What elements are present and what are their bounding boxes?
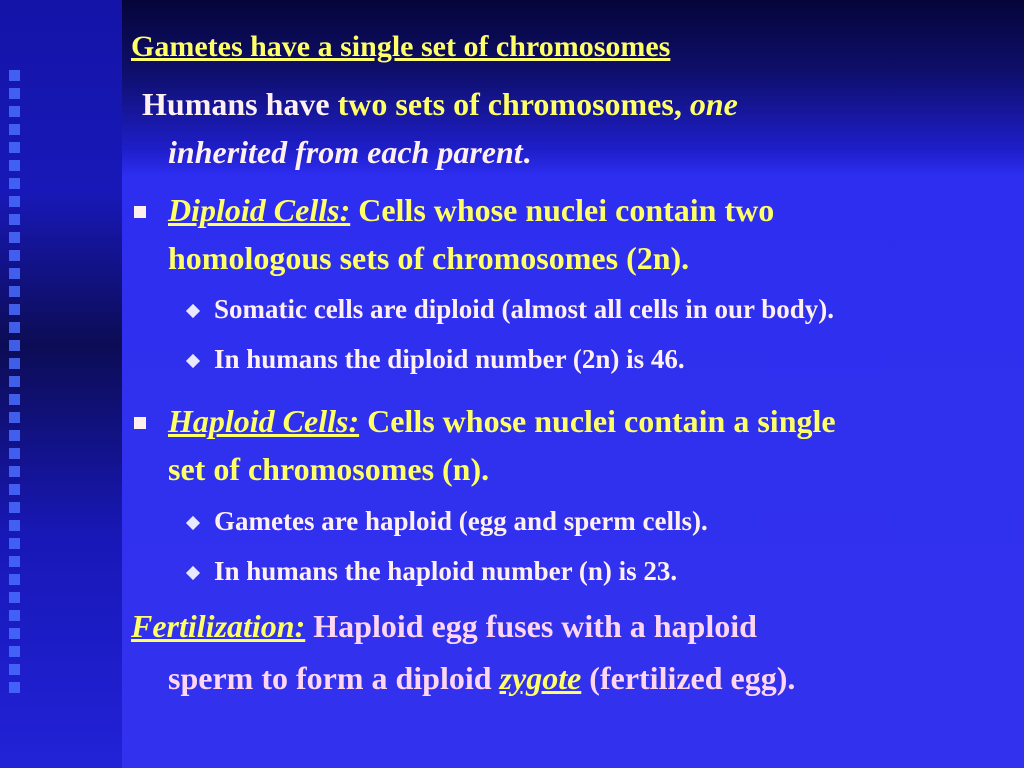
diamond-bullet-icon [186, 566, 200, 580]
zygote-term: zygote [499, 660, 582, 696]
intro-text-3: one [689, 86, 738, 122]
fertilization-line-1 [131, 608, 757, 645]
fertilization-line-2 [168, 660, 795, 697]
intro-text-1: Humans have [142, 86, 338, 122]
diploid-def-2: homologous sets of chromosomes (2n). [168, 240, 690, 276]
haploid-sub-1: Gametes are haploid (egg and sperm cells). [214, 506, 708, 536]
diamond-bullet-icon [186, 304, 200, 318]
intro-text-2: two sets of chromosomes, [337, 86, 690, 122]
haploid-term: Haploid Cells: [168, 403, 360, 439]
diploid-sub-1: Somatic cells are diploid (almost all cells in our body). [214, 294, 835, 324]
intro-text-5: . [522, 134, 531, 170]
diploid-sub-2: In humans the diploid number (2n) is 46. [214, 344, 685, 374]
fertilization-term: Fertilization: [131, 608, 306, 644]
square-bullet-icon [134, 417, 146, 429]
diploid-term: Diploid Cells: [168, 192, 351, 228]
haploid-line-1 [168, 403, 836, 440]
intro-line-1 [142, 86, 738, 123]
intro-text-4: inherited from each parent [168, 134, 523, 170]
slide-title: Gametes have a single set of chromosomes [131, 30, 671, 63]
square-bullet-icon [134, 206, 146, 218]
fertilization-def-2b: (fertilized egg). [581, 660, 796, 696]
fertilization-def-2a: sperm to form a diploid [168, 660, 500, 696]
diploid-def-1: Cells whose nuclei contain two [350, 192, 775, 228]
haploid-def-1: Cells whose nuclei contain a single [359, 403, 836, 439]
diamond-bullet-icon [186, 354, 200, 368]
haploid-sub-2: In humans the haploid number (n) is 23. [214, 556, 678, 586]
fertilization-def-1: Haploid egg fuses with a haploid [305, 608, 757, 644]
diploid-line-1 [168, 192, 774, 229]
intro-line-2 [168, 134, 531, 171]
haploid-def-2: set of chromosomes (n). [168, 451, 490, 487]
diamond-bullet-icon [186, 516, 200, 530]
